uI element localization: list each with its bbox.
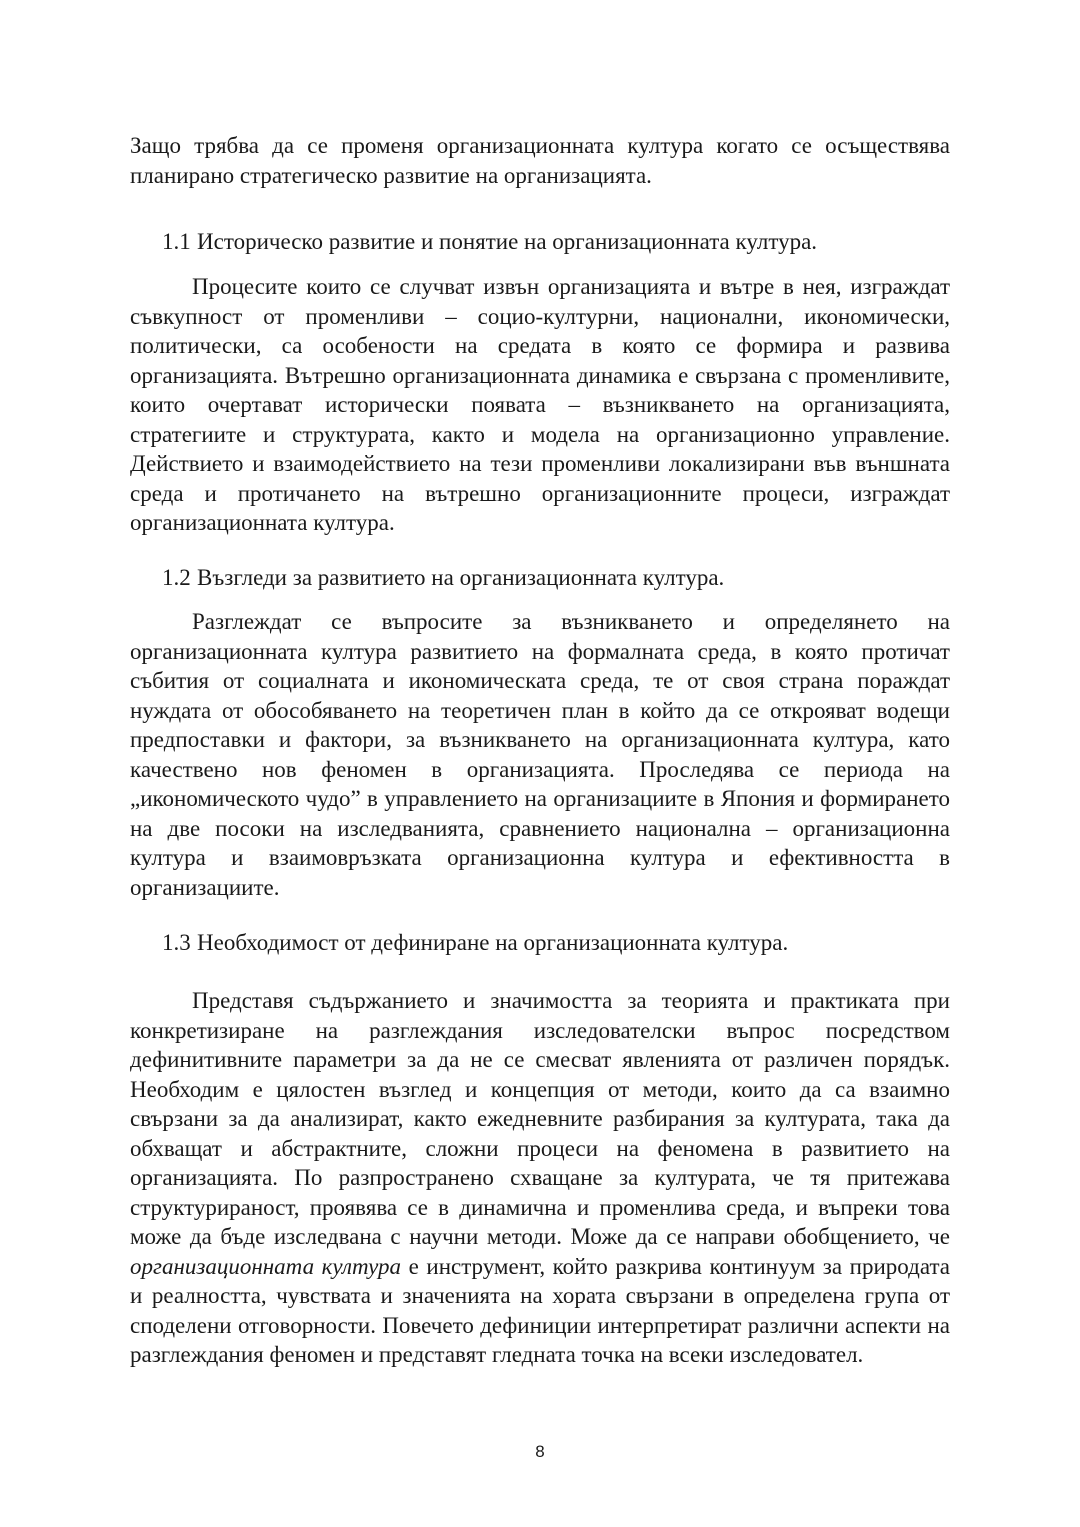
section-paragraph-1-2: Разглеждат се въпросите за възникването и определянето на организационната култура развитието на формалната среда, в която протичат събития от социалната и икономическата среда, те от своя страна пораждат нуждата от обособяването на теоретичен план в който да се открояват водещи предпоставки и фактори, за възникването на организационната култура, като качествено нов феномен в организацията. Проследява се периода на „икономическото чудо” в управлението на организациите в Япония и формирането на две посоки на изследванията, сравнението национална – организационна култура и взаимовръзката организационна култура и ефективността в организациите. <box>130 609 950 900</box>
paragraph-text: Представя съдържанието и значимостта за теорията и практиката при конкретизиране на разглеждания изследователски въпрос посредством дефинитивните параметри за да не се смесват явленията от различен порядък. Необходим е цялостен възглед и концепция от методи, които да са взаимно свързани за да анализират, както ежедневните разбирания за културата, така да обхващат и абстрактните, сложни процеси на феномена в развитието на организацията. По разпространено схващане за културата, че тя притежава структурираност, проявява се в динамична и променлива среда, и въпреки това може да бъде изследвана с научни методи. Може да се направи обобщението, че <box>130 988 950 1249</box>
intro-paragraph: Защо трябва да се променя организационната култура когато се осъществява планирано стратегическо развитие на организацията. <box>130 133 950 188</box>
page-number: 8 <box>535 1442 545 1461</box>
section-paragraph-1-3 <box>130 986 950 1370</box>
paragraph-text: е инструмент, който разкрива континуум за природата и реалността, чувствата и значенията на хората свързани в определена група от споделени отговорности. Повечето дефиниции интерпретират различни аспекти на разглеждания феномен и представят гледната точка на всеки изследовател. <box>130 1253 950 1367</box>
section-title: Историческо развитие и понятие на организационната култура. <box>197 229 818 254</box>
section-title: Възгледи за развитието на организационната култура. <box>197 565 725 590</box>
paragraph-italic-term: организационната култура <box>130 1253 401 1279</box>
section-number: 1.1 <box>162 229 191 254</box>
section-heading-1-1 <box>162 227 817 257</box>
section-paragraph-1-1: Процесите които се случват извън организацията и вътре в нея, изграждат съвкупност от променливи – социо-културни, национални, икономически, политически, са особености на средата в която се формира и развива организацията. Вътрешно организационната динамика е свързана с променливите, които очертават исторически появата – възникването на организацията, стратегиите и структурата, както и модела на организационно управление. Действието и взаимодействието на тези променливи локализирани във външната среда и протичането на вътрешно организационните процеси, изграждат организационната култура. <box>130 274 950 535</box>
section-title: Необходимост от дефиниране на организационната култура. <box>197 930 789 955</box>
section-heading-1-3 <box>162 928 788 958</box>
section-heading-1-2 <box>162 563 724 593</box>
section-number: 1.2 <box>162 565 191 590</box>
section-number: 1.3 <box>162 930 191 955</box>
